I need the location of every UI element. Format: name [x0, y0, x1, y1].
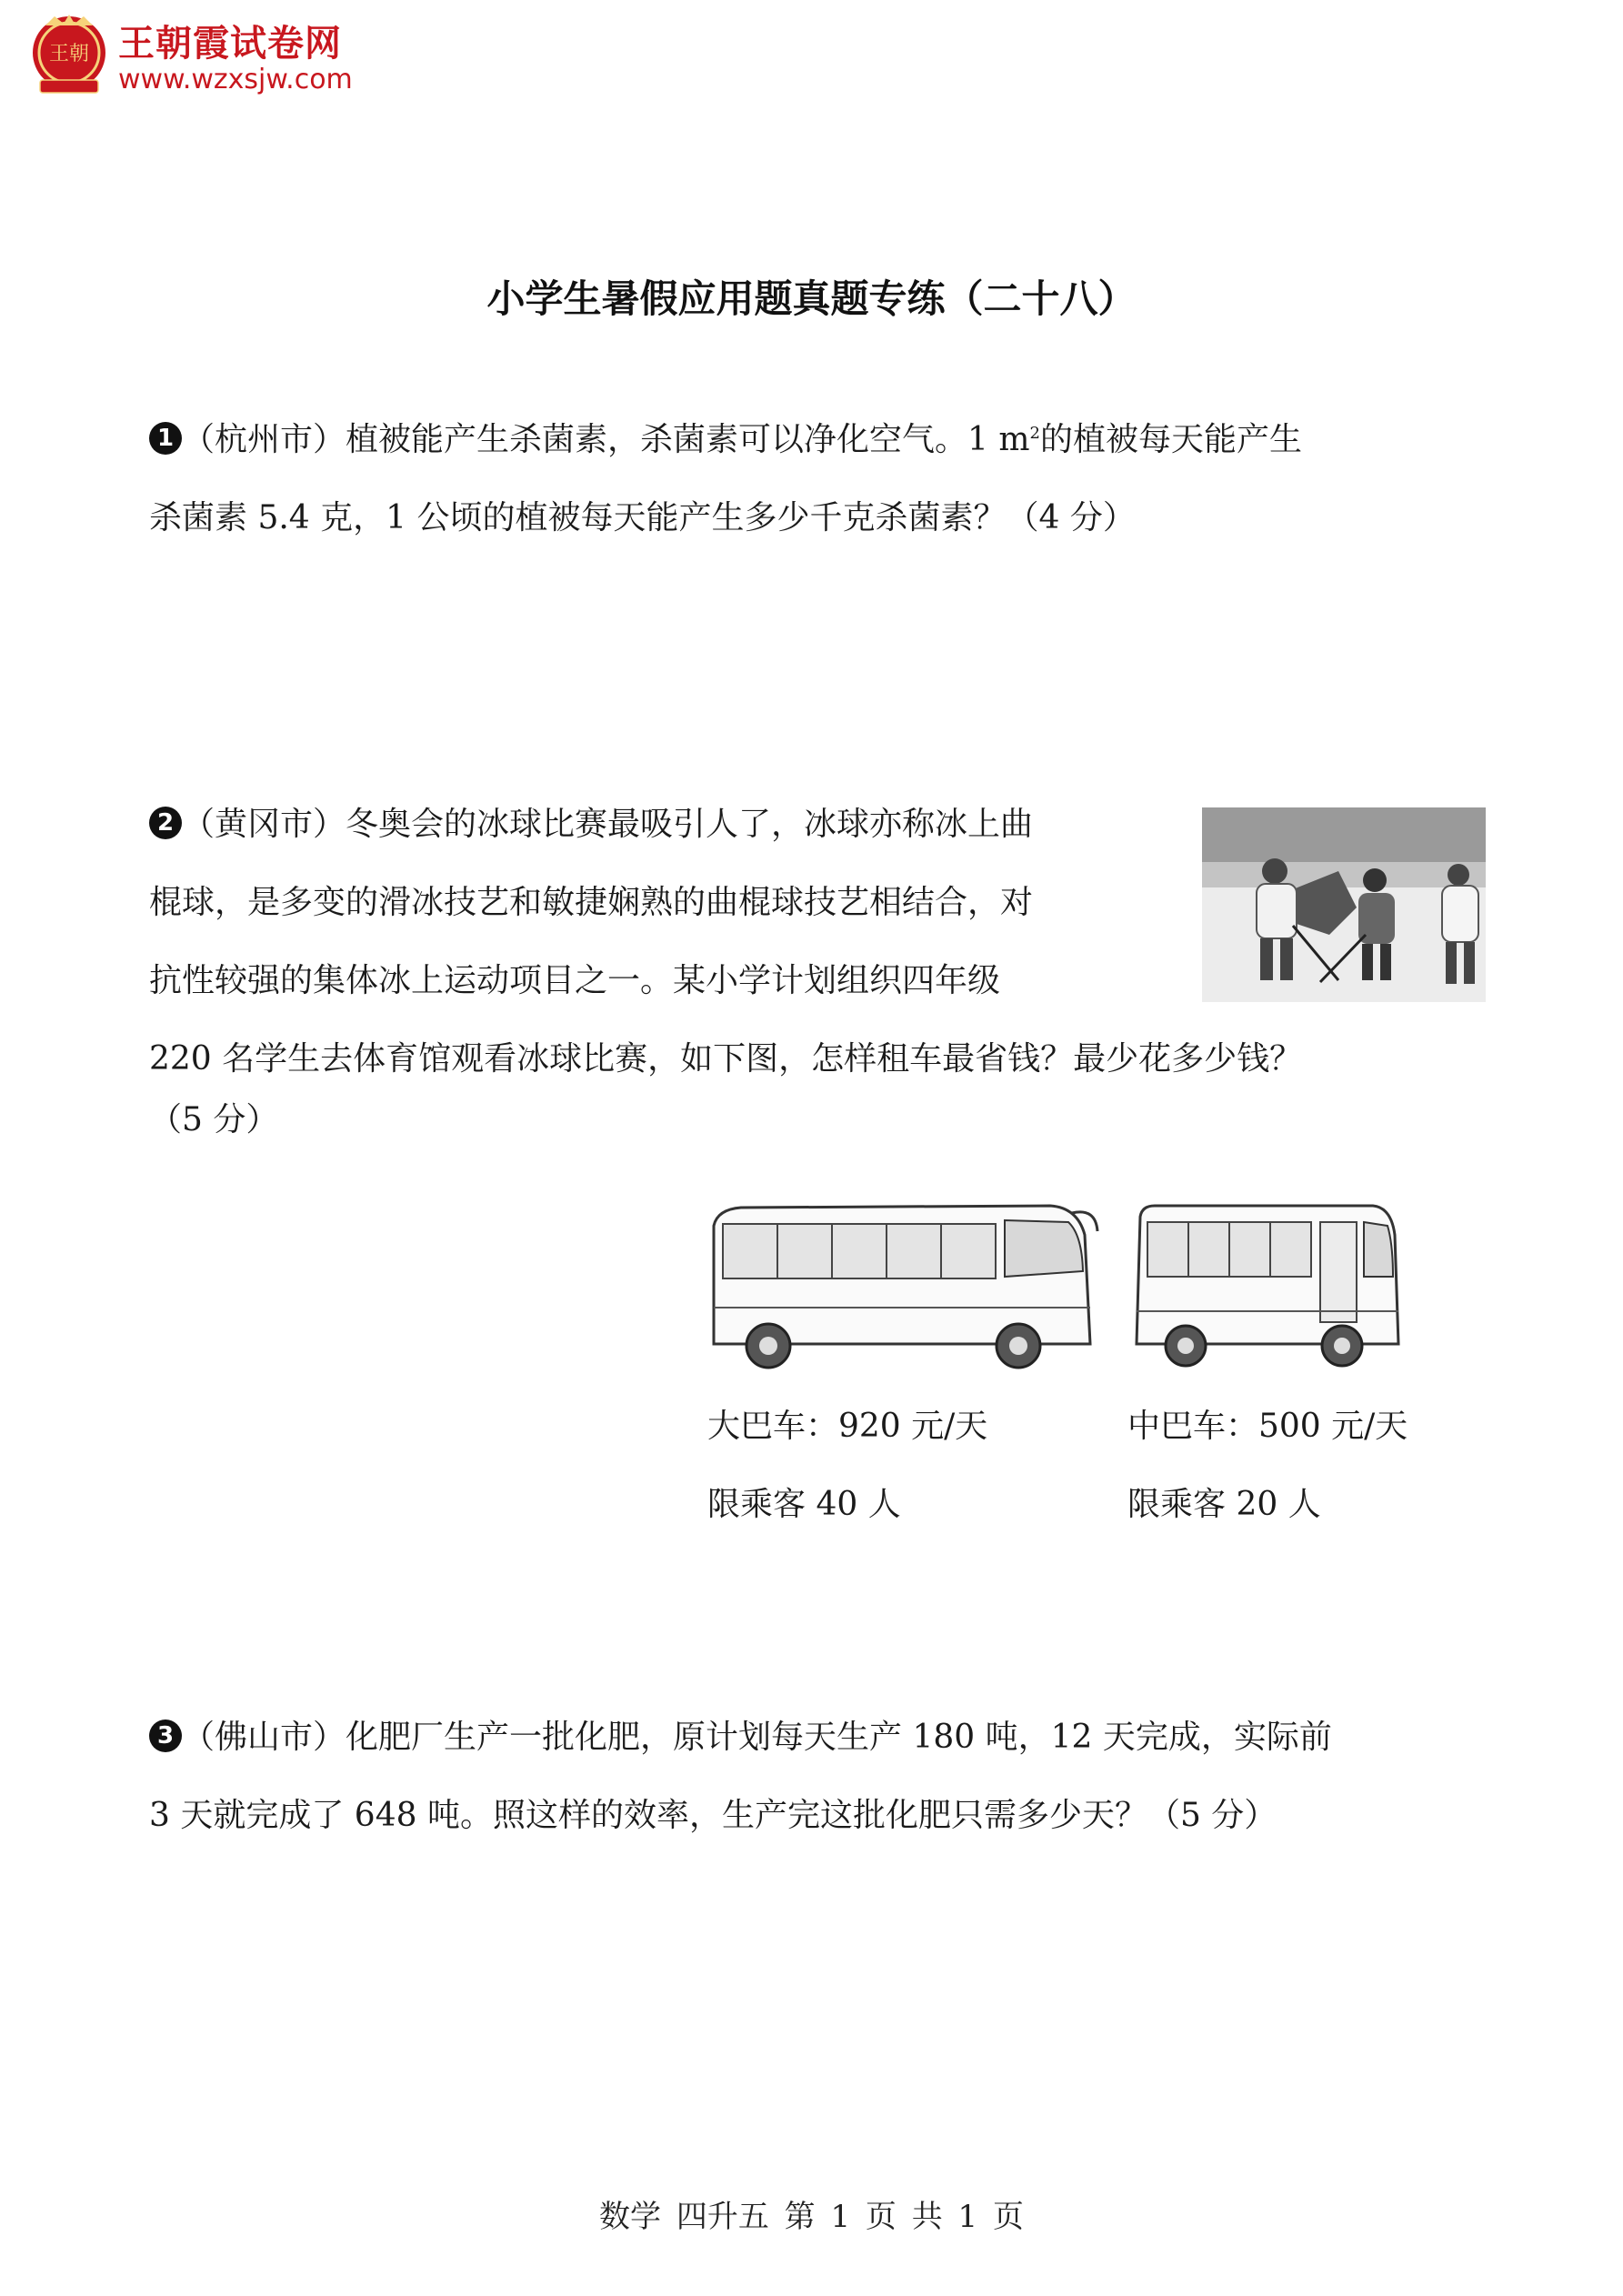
question-2-line-3: 抗性较强的集体冰上运动项目之一。某小学计划组织四年级 — [149, 962, 1001, 999]
ice-hockey-photo — [1202, 807, 1486, 1002]
question-3-line-2: 3 天就完成了 648 吨。照这样的效率，生产完这批化肥只需多少天？（5 分） — [149, 1797, 1277, 1834]
big-bus-image — [705, 1198, 1103, 1373]
site-url[interactable]: www.wzxsjw.com — [118, 64, 353, 95]
site-logo — [27, 13, 391, 104]
medium-bus-image — [1127, 1198, 1406, 1373]
page-footer: 数学 四升五 第 1 页 共 1 页 — [599, 2199, 1024, 2235]
question-number-1: 1 — [149, 422, 182, 455]
site-name: 王朝霞试卷网 — [118, 23, 342, 65]
question-2-line-1: （黄冈市）冬奥会的冰球比赛最吸引人了，冰球亦称冰上曲 — [182, 806, 1034, 843]
seal-icon — [27, 13, 111, 96]
question-1-text-b: 的植被每天能产生 — [1039, 421, 1302, 458]
big-bus-price: 大巴车：920 元/天 — [707, 1408, 988, 1445]
question-1 — [149, 395, 1302, 557]
medium-bus-capacity: 限乘客 20 人 — [1127, 1486, 1321, 1523]
question-2 — [149, 786, 1302, 1148]
big-bus-caption — [707, 1388, 987, 1544]
question-2-line-2: 棍球，是多变的滑冰技艺和敏捷娴熟的曲棍球技艺相结合，对 — [149, 884, 1034, 921]
question-1-text-a: （杭州市）植被能产生杀菌素，杀菌素可以净化空气。1 m — [182, 421, 1030, 458]
big-bus-capacity: 限乘客 40 人 — [707, 1486, 901, 1523]
question-2-line-5: （5 分） — [149, 1101, 279, 1138]
question-2-line-4: 220 名学生去体育馆观看冰球比赛，如下图，怎样租车最省钱？最少花多少钱？ — [149, 1040, 1303, 1078]
question-number-2: 2 — [149, 807, 182, 839]
question-number-3: 3 — [149, 1719, 182, 1752]
page-title: 小学生暑假应用题真题专练（二十八） — [486, 276, 1137, 321]
svg-text:王朝: 王朝 — [48, 43, 90, 65]
question-3-line-1: （佛山市）化肥厂生产一批化肥，原计划每天生产 180 吨，12 天完成，实际前 — [182, 1719, 1332, 1756]
medium-bus-caption — [1127, 1388, 1408, 1544]
superscript: 2 — [1029, 424, 1040, 443]
question-3 — [149, 1699, 1332, 1855]
question-1-line-2: 杀菌素 5.4 克，1 公顷的植被每天能产生多少千克杀菌素？（4 分） — [149, 499, 1136, 536]
medium-bus-price: 中巴车：500 元/天 — [1127, 1408, 1408, 1445]
